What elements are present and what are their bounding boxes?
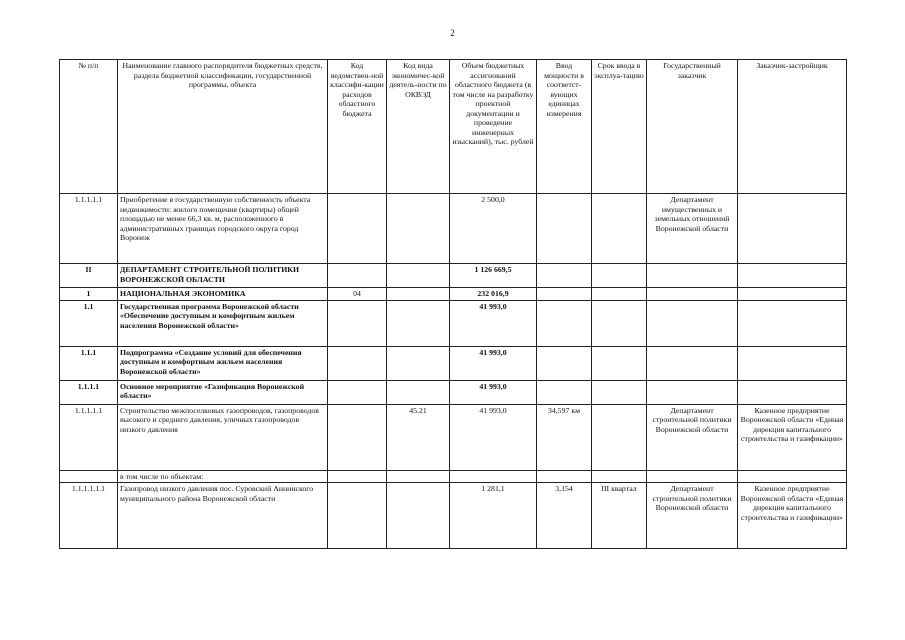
row-dept-code <box>328 300 387 346</box>
row-developer <box>738 300 847 346</box>
table-row <box>60 264 847 288</box>
row-developer <box>738 380 847 404</box>
row-customer: Департамент строительной политики Воронежской области <box>647 404 738 470</box>
row-name: Подпрограмма «Создание условий для обеспечения доступным и комфортным жильем населения Воронежской области» <box>118 346 328 380</box>
row-developer <box>738 194 847 264</box>
row-num: 1 <box>60 288 118 301</box>
row-term <box>592 194 647 264</box>
row-developer: Казенное предприятие Воронежской области «Единая дирекция капитального строительства и газификации» <box>738 483 847 549</box>
table-row <box>60 288 847 301</box>
row-term <box>592 404 647 470</box>
row-customer: Департамент имущественных и земельных отношений Воронежской области <box>647 194 738 264</box>
row-capacity: 3,154 <box>537 483 592 549</box>
row-num: 1.1.1.1 <box>60 380 118 404</box>
row-name: Газопровод низкого давления пос. Суровский Аннинского муниципального района Воронежской области <box>118 483 328 549</box>
row-name: Государственная программа Воронежской области «Обеспечение доступным и комфортным жильем населения Воронежской области» <box>118 300 328 346</box>
table-row <box>60 194 847 264</box>
table-row <box>60 404 847 470</box>
header-okved: Код вида экономичес-кой деятель-ности по ОКВЭД <box>387 60 450 194</box>
table-row <box>60 380 847 404</box>
table-row <box>60 346 847 380</box>
row-name: НАЦИОНАЛЬНАЯ ЭКОНОМИКА <box>118 288 328 301</box>
table-row <box>60 470 847 483</box>
row-customer: Департамент строительной политики Воронежской области <box>647 483 738 549</box>
row-term <box>592 380 647 404</box>
row-dept-code <box>328 470 387 483</box>
row-okved <box>387 483 450 549</box>
row-volume: 232 016,9 <box>450 288 537 301</box>
table-row <box>60 300 847 346</box>
row-developer <box>738 288 847 301</box>
row-okved <box>387 470 450 483</box>
row-term <box>592 346 647 380</box>
table-header-row <box>60 60 847 194</box>
header-capacity: Ввод мощности в соответст-вующих единицах измерения <box>537 60 592 194</box>
row-okved <box>387 194 450 264</box>
row-term <box>592 288 647 301</box>
row-capacity <box>537 288 592 301</box>
row-customer <box>647 288 738 301</box>
row-name: ДЕПАРТАМЕНТ СТРОИТЕЛЬНОЙ ПОЛИТИКИ ВОРОНЕЖСКОЙ ОБЛАСТИ <box>118 264 328 288</box>
header-term: Срок ввода в эксплуа-тацию <box>592 60 647 194</box>
row-volume: 41 993,0 <box>450 346 537 380</box>
row-volume: 1 126 669,5 <box>450 264 537 288</box>
row-name: Основное мероприятие «Газификация Воронежской области» <box>118 380 328 404</box>
row-dept-code <box>328 264 387 288</box>
row-volume: 41 993,0 <box>450 404 537 470</box>
row-num: 1.1.1 <box>60 346 118 380</box>
row-num: II <box>60 264 118 288</box>
header-customer: Государственный заказчик <box>647 60 738 194</box>
row-volume: 41 993,0 <box>450 300 537 346</box>
header-developer: Заказчик-застройщик <box>738 60 847 194</box>
row-term <box>592 470 647 483</box>
row-dept-code <box>328 380 387 404</box>
row-developer: Казенное предприятие Воронежской области «Единая дирекция капитального строительства и газификации» <box>738 404 847 470</box>
row-term <box>592 264 647 288</box>
row-developer <box>738 470 847 483</box>
row-num <box>60 470 118 483</box>
row-okved <box>387 264 450 288</box>
row-dept-code <box>328 404 387 470</box>
row-volume <box>450 470 537 483</box>
row-dept-code: 04 <box>328 288 387 301</box>
row-capacity <box>537 300 592 346</box>
row-capacity: 34,597 км <box>537 404 592 470</box>
row-capacity <box>537 346 592 380</box>
page-number: 2 <box>450 28 455 38</box>
row-developer <box>738 264 847 288</box>
row-name: Строительство межпоселковых газопроводов, газопроводов высокого и среднего давления, уличных газопроводов низкого давления <box>118 404 328 470</box>
row-okved <box>387 288 450 301</box>
row-name: Приобретение в государственную собственность объекта недвижимости: жилого помещения (квартиры) общей площадью не менее 66,3 кв. м, расположенного в административных границах городского округа город Воронеж <box>118 194 328 264</box>
row-customer <box>647 300 738 346</box>
row-num: 1.1 <box>60 300 118 346</box>
header-name: Наименование главного распорядителя бюджетных средств, раздела бюджетной классификации, государственной программы, объекта <box>118 60 328 194</box>
row-okved <box>387 346 450 380</box>
row-term: III квартал <box>592 483 647 549</box>
row-name: в том числе по объектам: <box>118 470 328 483</box>
row-okved <box>387 380 450 404</box>
row-capacity <box>537 470 592 483</box>
row-customer <box>647 346 738 380</box>
row-capacity <box>537 194 592 264</box>
row-dept-code <box>328 194 387 264</box>
row-capacity <box>537 380 592 404</box>
row-num: 1.1.1.1.1 <box>60 194 118 264</box>
row-num: 1.1.1.1.1.1 <box>60 483 118 549</box>
row-term <box>592 300 647 346</box>
row-developer <box>738 346 847 380</box>
row-customer <box>647 264 738 288</box>
budget-table <box>59 59 847 549</box>
row-okved <box>387 300 450 346</box>
table-row <box>60 483 847 549</box>
row-customer <box>647 380 738 404</box>
row-dept-code <box>328 346 387 380</box>
row-num: 1.1.1.1.1 <box>60 404 118 470</box>
header-volume: Объем бюджетных ассигнований областного бюджета (в том числе на разработку проектной документации и проведение инженерных изысканий), тыс. рублей <box>450 60 537 194</box>
row-volume: 41 993,0 <box>450 380 537 404</box>
row-volume: 1 281,1 <box>450 483 537 549</box>
row-capacity <box>537 264 592 288</box>
header-num: № п/п <box>60 60 118 194</box>
row-customer <box>647 470 738 483</box>
row-okved: 45.21 <box>387 404 450 470</box>
row-volume: 2 500,0 <box>450 194 537 264</box>
row-dept-code <box>328 483 387 549</box>
header-dept-code: Код ведомствен-ной классифи-кации расходов областного бюджета <box>328 60 387 194</box>
